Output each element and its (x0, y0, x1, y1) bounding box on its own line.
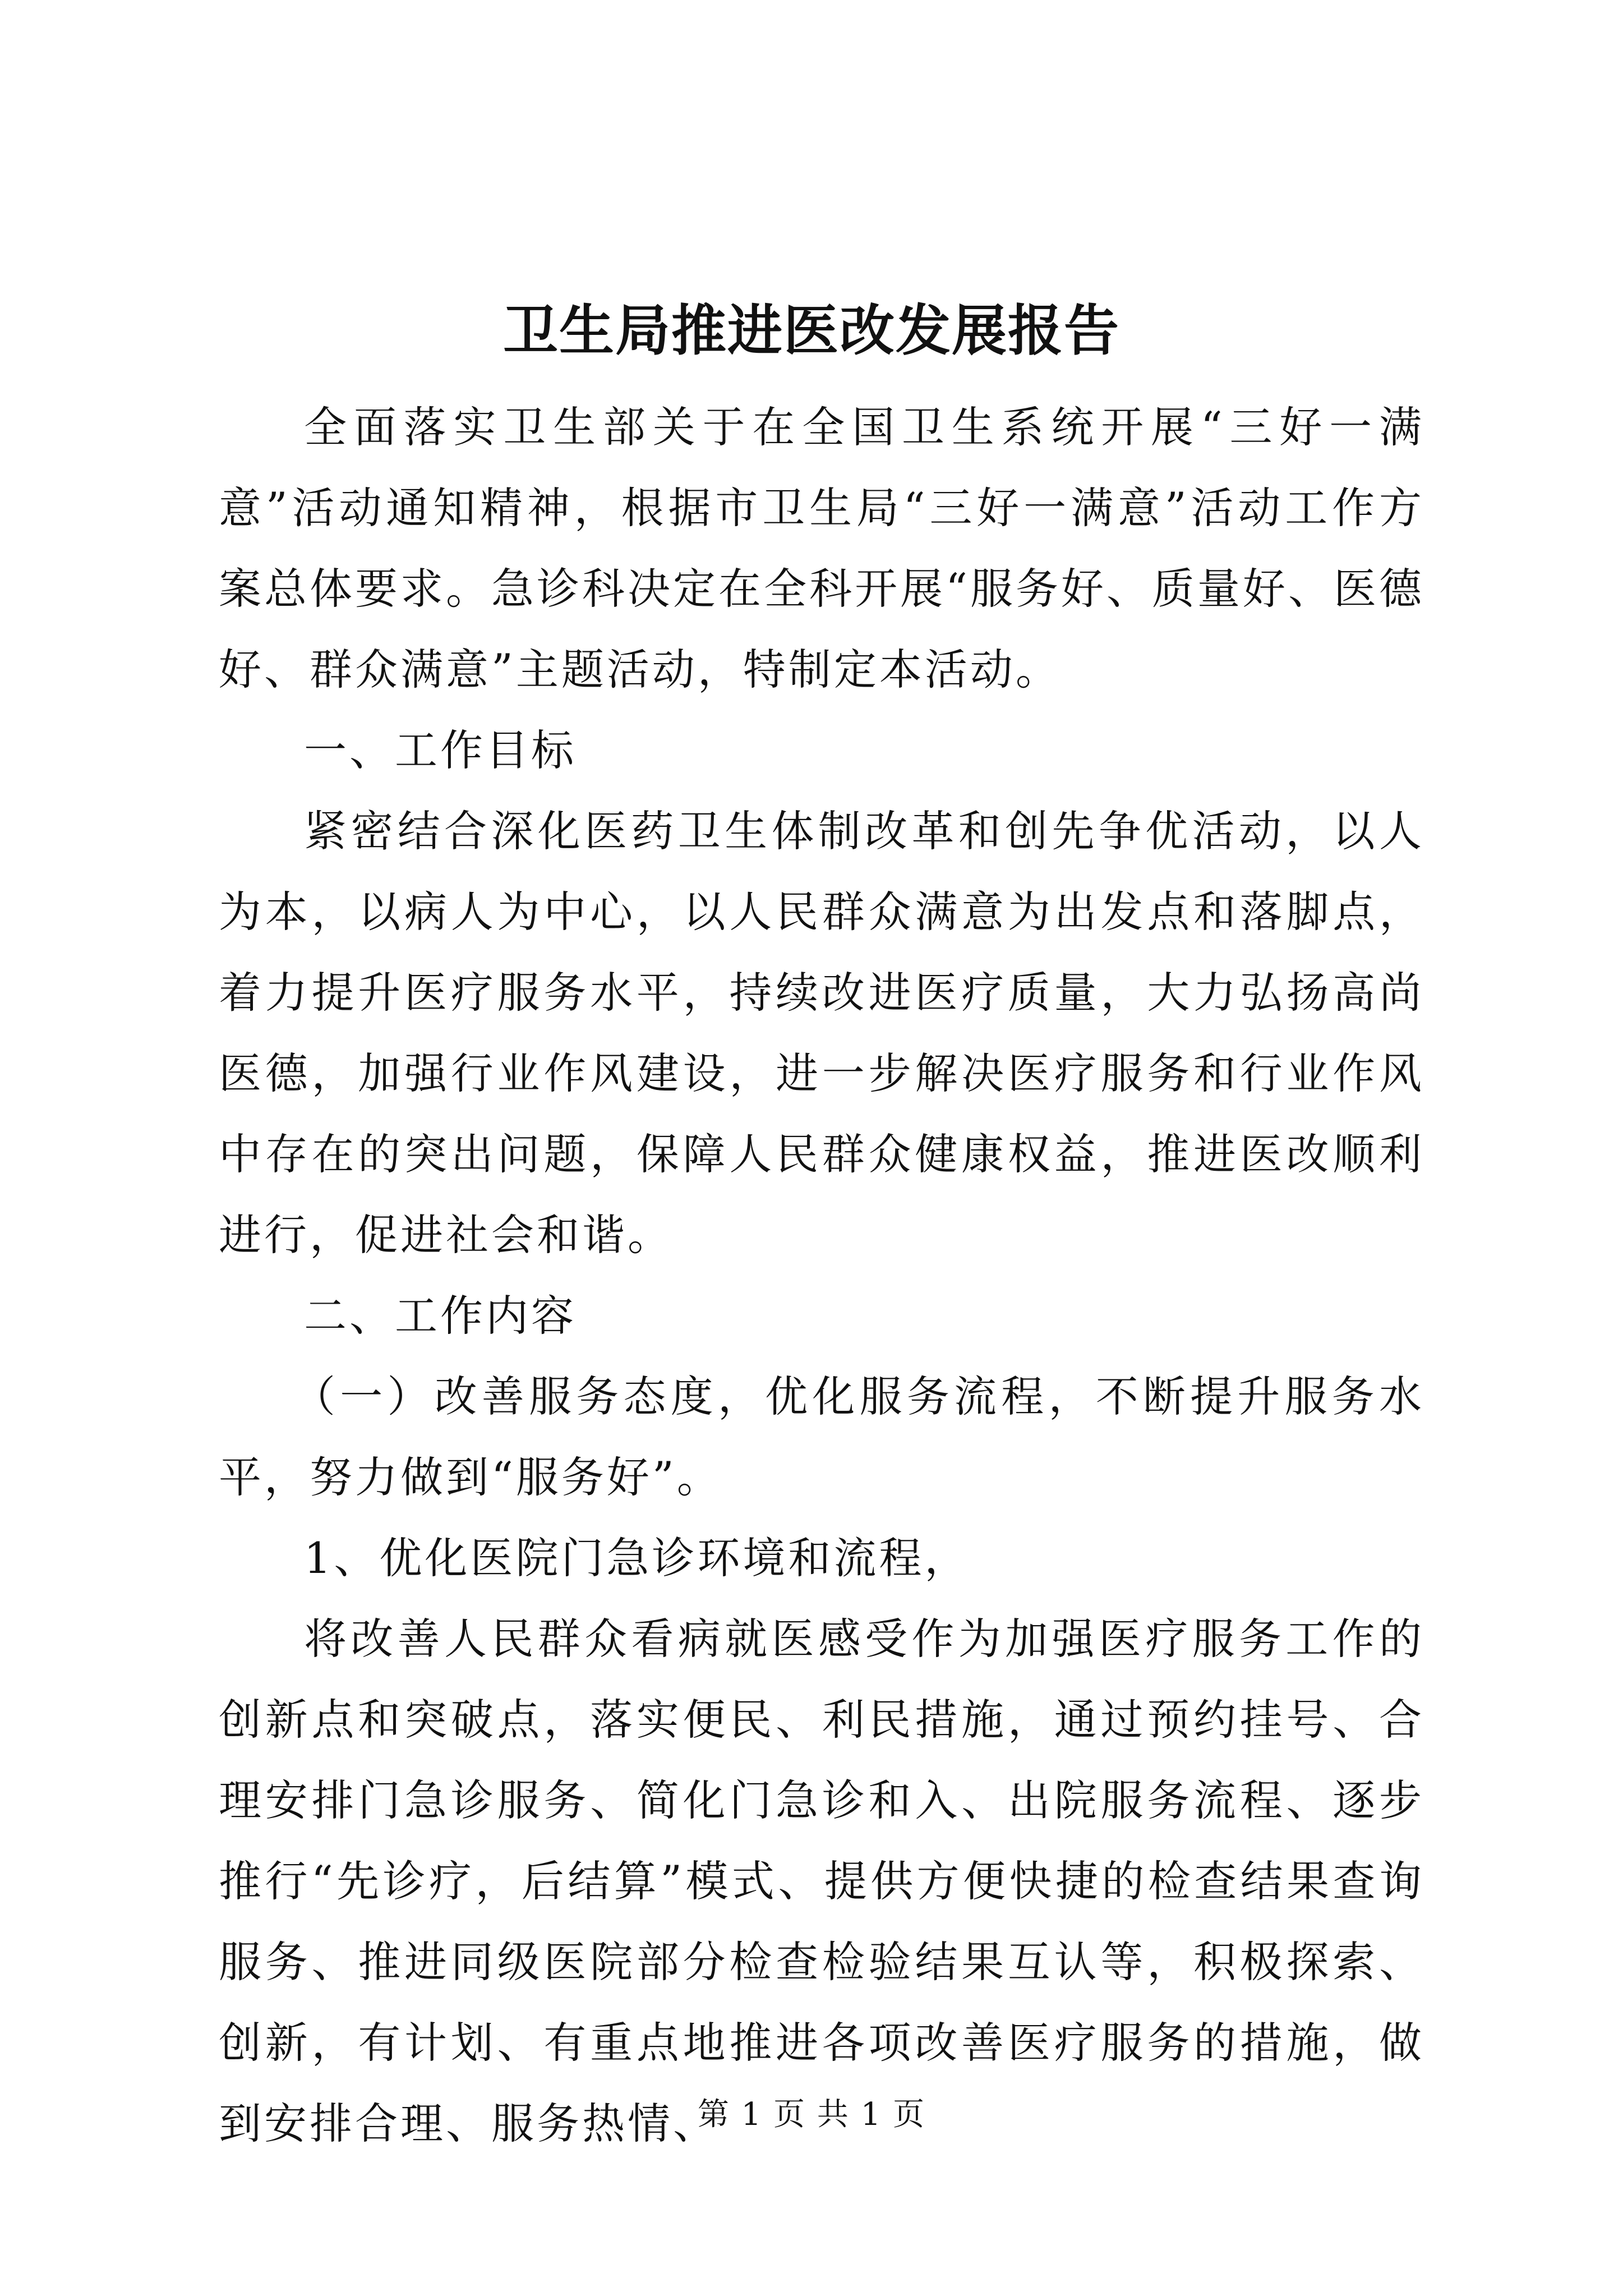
subsection-heading-service: （一）改善服务态度，优化服务流程，不断提升服务水平，努力做到“服务好”。 (219, 1372, 1424, 1502)
section-heading-goals: 一、工作目标 (304, 725, 577, 775)
paragraph-intro: 全面落实卫生部关于在全国卫生系统开展“三好一满意”活动通知精神，根据市卫生局“三好一满意”活动工作方案总体要求。急诊科决定在全科开展“服务好、质量好、医德好、群众满意”主题活动，特制定本活动。 (219, 402, 1424, 694)
document-title: 卫生局推进医改发展报告 (502, 298, 1120, 363)
page-number-footer: 第 1 页 共 1 页 (697, 2096, 926, 2133)
list-item-heading: 1、优化医院门急诊环境和流程， (304, 1533, 970, 1583)
paragraph-goals: 紧密结合深化医药卫生体制改革和创先争优活动，以人为本，以病人为中心，以人民群众满意为出发点和落脚点，着力提升医疗服务水平，持续改进医疗质量，大力弘扬高尚医德，加强行业作风建设，进一步解决医疗服务和行业作风中存在的突出问题，保障人民群众健康权益，推进医改顺利进行，促进社会和谐。 (219, 806, 1424, 1260)
section-heading-content: 二、工作内容 (304, 1291, 577, 1341)
document-body (219, 387, 1424, 2164)
paragraph-service-measures: 将改善人民群众看病就医感受作为加强医疗服务工作的创新点和突破点，落实便民、利民措施，通过预约挂号、合理安排门急诊服务、简化门急诊和入、出院服务流程、逐步推行“先诊疗，后结算”模式、提供方便快捷的检查结果查询服务、推进同级医院部分检查检验结果互认等，积极探索、创新，有计划、有重点地推进各项改善医疗服务的措施，做到安排合理、服务热情、 (219, 1614, 1424, 2148)
